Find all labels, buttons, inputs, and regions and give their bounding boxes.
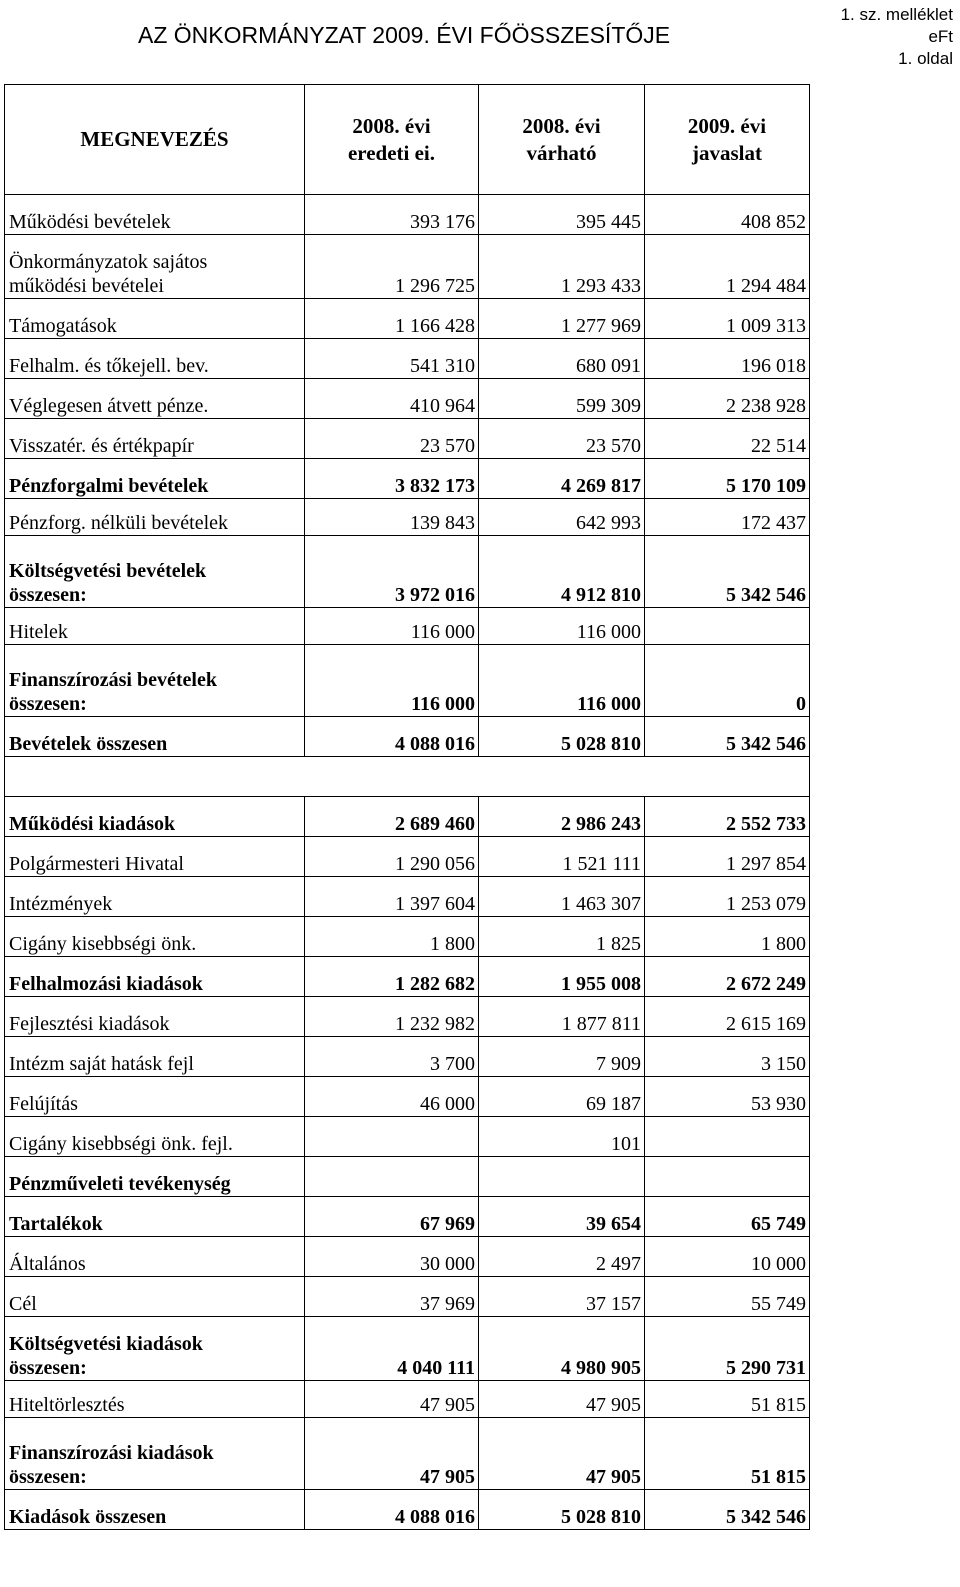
table-row	[5, 1490, 810, 1530]
value-cell-1: 23 570	[305, 419, 479, 459]
row-label-line: Önkormányzatok sajátos	[9, 251, 208, 273]
value-cell-1	[305, 1157, 479, 1197]
row-label: Hitelek	[5, 608, 305, 645]
table-row	[5, 1117, 810, 1157]
value-cell-1: 3 700	[305, 1037, 479, 1077]
annex-info	[841, 4, 953, 70]
value-cell-2: 47 905	[479, 1418, 645, 1490]
row-label: Felhalm. és tőkejell. bev.	[5, 339, 305, 379]
table-row	[5, 419, 810, 459]
row-label: Intézmények	[5, 877, 305, 917]
table-row	[5, 499, 810, 536]
value-cell-3: 5 170 109	[645, 459, 810, 499]
value-cell-3: 10 000	[645, 1237, 810, 1277]
value-cell-2: 5 028 810	[479, 1490, 645, 1530]
value-cell-2: 39 654	[479, 1197, 645, 1237]
row-label: Tartalékok	[5, 1197, 305, 1237]
row-label: Pénzforg. nélküli bevételek	[5, 499, 305, 536]
value-cell-1: 116 000	[305, 645, 479, 717]
row-label: Kiadások összesen	[5, 1490, 305, 1530]
table-row	[5, 459, 810, 499]
value-cell-3: 51 815	[645, 1381, 810, 1418]
value-cell-1: 1 800	[305, 917, 479, 957]
table-row	[5, 1277, 810, 1317]
value-cell-1: 1 296 725	[305, 235, 479, 299]
row-label-line: Költségvetési bevételek	[9, 560, 207, 582]
table-row	[5, 1237, 810, 1277]
row-label-line: Finanszírozási kiadások	[9, 1442, 214, 1464]
table-row	[5, 837, 810, 877]
value-cell-2: 395 445	[479, 195, 645, 235]
table-row	[5, 957, 810, 997]
table-row	[5, 717, 810, 757]
value-cell-1: 139 843	[305, 499, 479, 536]
value-cell-1	[305, 1117, 479, 1157]
table-row	[5, 997, 810, 1037]
value-cell-3: 2 615 169	[645, 997, 810, 1037]
value-cell-2: 116 000	[479, 608, 645, 645]
table-row	[5, 536, 810, 608]
value-cell-1: 46 000	[305, 1077, 479, 1117]
column-header-line: 2008. évi	[352, 113, 431, 138]
value-cell-2: 680 091	[479, 339, 645, 379]
row-label: Polgármesteri Hivatal	[5, 837, 305, 877]
value-cell-1: 4 088 016	[305, 1490, 479, 1530]
value-cell-3: 5 342 546	[645, 717, 810, 757]
table-row	[5, 1418, 810, 1490]
value-cell-2: 69 187	[479, 1077, 645, 1117]
column-header-name: MEGNEVEZÉS	[5, 85, 305, 195]
value-cell-1: 541 310	[305, 339, 479, 379]
row-label: Cigány kisebbségi önk.	[5, 917, 305, 957]
value-cell-3: 1 297 854	[645, 837, 810, 877]
page-number: 1. oldal	[898, 49, 953, 68]
value-cell-2: 37 157	[479, 1277, 645, 1317]
table-row	[5, 235, 810, 299]
value-cell-3: 51 815	[645, 1418, 810, 1490]
page-title: AZ ÖNKORMÁNYZAT 2009. ÉVI FŐÖSSZESÍTŐJE	[138, 22, 671, 48]
table-header-row	[5, 85, 810, 195]
table-row	[5, 1037, 810, 1077]
value-cell-3: 0	[645, 645, 810, 717]
budget-table	[4, 84, 810, 1530]
value-cell-2: 2 497	[479, 1237, 645, 1277]
row-label: Visszatér. és értékpapír	[5, 419, 305, 459]
value-cell-1: 393 176	[305, 195, 479, 235]
row-label	[5, 235, 305, 299]
value-cell-3: 1 009 313	[645, 299, 810, 339]
value-cell-3: 5 342 546	[645, 1490, 810, 1530]
value-cell-3: 408 852	[645, 195, 810, 235]
value-cell-2: 5 028 810	[479, 717, 645, 757]
table-row	[5, 195, 810, 235]
value-cell-3: 55 749	[645, 1277, 810, 1317]
value-cell-3: 1 253 079	[645, 877, 810, 917]
row-label-line: működési bevételei	[9, 275, 164, 297]
value-cell-1: 116 000	[305, 608, 479, 645]
table-row	[5, 1317, 810, 1381]
value-cell-2: 23 570	[479, 419, 645, 459]
value-cell-1: 1 166 428	[305, 299, 479, 339]
value-cell-2: 47 905	[479, 1381, 645, 1418]
value-cell-1: 1 397 604	[305, 877, 479, 917]
row-label-line: összesen:	[9, 1466, 87, 1488]
row-label: Cél	[5, 1277, 305, 1317]
value-cell-1: 67 969	[305, 1197, 479, 1237]
value-cell-2: 101	[479, 1117, 645, 1157]
value-cell-1: 3 972 016	[305, 536, 479, 608]
row-label: Cigány kisebbségi önk. fejl.	[5, 1117, 305, 1157]
row-label: Támogatások	[5, 299, 305, 339]
value-cell-3	[645, 608, 810, 645]
table-row	[5, 1197, 810, 1237]
value-cell-1: 1 282 682	[305, 957, 479, 997]
column-header-line: javaslat	[692, 140, 762, 165]
table-row	[5, 299, 810, 339]
table-row	[5, 1077, 810, 1117]
table-row	[5, 379, 810, 419]
table-row	[5, 645, 810, 717]
value-cell-3	[645, 1117, 810, 1157]
value-cell-2: 1 877 811	[479, 997, 645, 1037]
table-row	[5, 1157, 810, 1197]
row-label	[5, 1317, 305, 1381]
value-cell-2	[479, 1157, 645, 1197]
value-cell-1: 47 905	[305, 1418, 479, 1490]
value-cell-2: 4 269 817	[479, 459, 645, 499]
table-row	[5, 1381, 810, 1418]
row-label-line: összesen:	[9, 1357, 87, 1379]
value-cell-1: 3 832 173	[305, 459, 479, 499]
row-label-line: összesen:	[9, 693, 87, 715]
table-row	[5, 877, 810, 917]
value-cell-3: 196 018	[645, 339, 810, 379]
value-cell-2: 1 521 111	[479, 837, 645, 877]
column-header-1	[305, 85, 479, 195]
value-cell-3: 1 800	[645, 917, 810, 957]
value-cell-2: 642 993	[479, 499, 645, 536]
value-cell-3: 22 514	[645, 419, 810, 459]
row-label: Általános	[5, 1237, 305, 1277]
value-cell-3: 5 342 546	[645, 536, 810, 608]
column-header-line: 2009. évi	[687, 113, 767, 138]
row-label: Működési bevételek	[5, 195, 305, 235]
value-cell-2: 1 293 433	[479, 235, 645, 299]
value-cell-3	[645, 1157, 810, 1197]
value-cell-2: 1 825	[479, 917, 645, 957]
row-label-line: Költségvetési kiadások	[9, 1333, 203, 1355]
row-label: Felújítás	[5, 1077, 305, 1117]
value-cell-1: 410 964	[305, 379, 479, 419]
column-header-3	[645, 85, 810, 195]
table-row	[5, 797, 810, 837]
value-cell-2: 4 912 810	[479, 536, 645, 608]
value-cell-3: 53 930	[645, 1077, 810, 1117]
row-label: Pénzműveleti tevékenység	[5, 1157, 305, 1197]
column-header-line: 2008. évi	[522, 113, 601, 138]
row-label	[5, 645, 305, 717]
table-row	[5, 608, 810, 645]
spacer-cell	[5, 757, 810, 797]
row-label: Intézm saját hatásk fejl	[5, 1037, 305, 1077]
value-cell-3: 5 290 731	[645, 1317, 810, 1381]
row-label	[5, 1418, 305, 1490]
value-cell-3: 1 294 484	[645, 235, 810, 299]
value-cell-2: 116 000	[479, 645, 645, 717]
value-cell-2: 4 980 905	[479, 1317, 645, 1381]
value-cell-3: 2 552 733	[645, 797, 810, 837]
row-label: Fejlesztési kiadások	[5, 997, 305, 1037]
row-label: Működési kiadások	[5, 797, 305, 837]
value-cell-1: 47 905	[305, 1381, 479, 1418]
row-label: Felhalmozási kiadások	[5, 957, 305, 997]
value-cell-2: 2 986 243	[479, 797, 645, 837]
unit-label: eFt	[928, 27, 953, 46]
value-cell-2: 7 909	[479, 1037, 645, 1077]
table-row	[5, 917, 810, 957]
value-cell-3: 3 150	[645, 1037, 810, 1077]
row-label-line: összesen:	[9, 584, 87, 606]
row-label: Pénzforgalmi bevételek	[5, 459, 305, 499]
value-cell-2: 599 309	[479, 379, 645, 419]
value-cell-3: 65 749	[645, 1197, 810, 1237]
row-label-line: Finanszírozási bevételek	[9, 669, 217, 691]
section-spacer	[5, 757, 810, 797]
row-label	[5, 536, 305, 608]
row-label: Hiteltörlesztés	[5, 1381, 305, 1418]
value-cell-2: 1 463 307	[479, 877, 645, 917]
value-cell-2: 1 955 008	[479, 957, 645, 997]
value-cell-3: 2 672 249	[645, 957, 810, 997]
value-cell-2: 1 277 969	[479, 299, 645, 339]
value-cell-1: 1 290 056	[305, 837, 479, 877]
value-cell-1: 2 689 460	[305, 797, 479, 837]
value-cell-1: 30 000	[305, 1237, 479, 1277]
row-label: Véglegesen átvett pénze.	[5, 379, 305, 419]
value-cell-1: 4 088 016	[305, 717, 479, 757]
table-row	[5, 339, 810, 379]
value-cell-3: 172 437	[645, 499, 810, 536]
annex-label: 1. sz. melléklet	[840, 5, 953, 24]
column-header-line: eredeti ei.	[347, 140, 436, 165]
column-header-2	[479, 85, 645, 195]
value-cell-1: 1 232 982	[305, 997, 479, 1037]
value-cell-3: 2 238 928	[645, 379, 810, 419]
row-label: Bevételek összesen	[5, 717, 305, 757]
column-header-line: várható	[526, 140, 597, 165]
value-cell-1: 37 969	[305, 1277, 479, 1317]
value-cell-1: 4 040 111	[305, 1317, 479, 1381]
